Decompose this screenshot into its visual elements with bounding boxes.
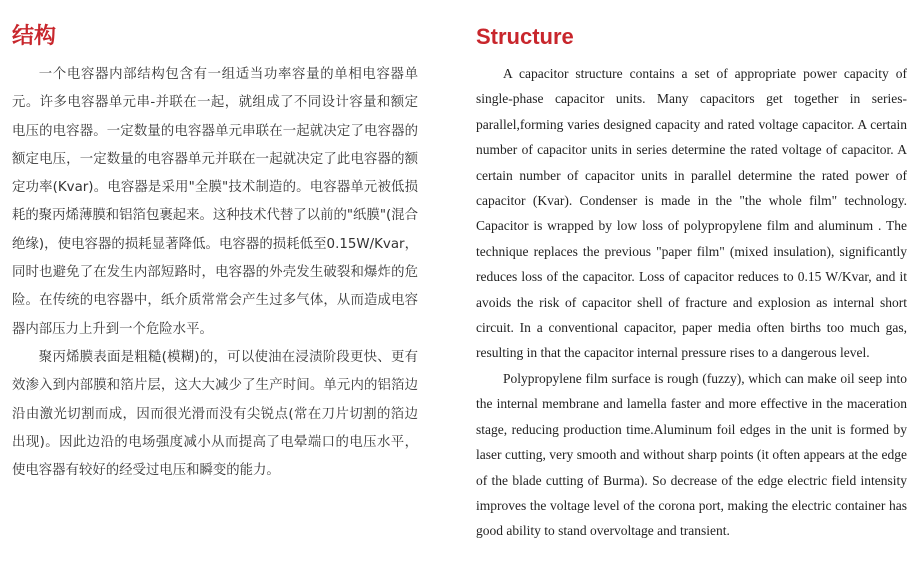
chinese-paragraph-2: 聚丙烯膜表面是粗糙(模糊)的，可以使油在浸渍阶段更快、更有效渗入到内部膜和箔片层，这大大减少了生产时间。单元内的铝箔边沿由激光切割而成，因而很光滑而没有尖锐点(常在刀片切割的箔边出现)。因此边沿的电场强度减小从而提高了电晕端口的电压水平，使电容器有较好的经受过电压和瞬变的能力。 [12,349,418,479]
english-heading: Structure [476,24,574,49]
english-paragraph-1: A capacitor structure contains a set of appropriate power capacity of single-phase capacitor units. Many capacitors get together in series-parallel,forming varies designed capacity and rated voltage capacitor. A certain number of capacitor units in series determine the rated voltage of capacitor. A certain number of capacitor units in parallel determine the rated power of capacitor (Kvar). Condenser is made in the "the whole film" technology. Capacitor is wrapped by low loss of polypropylene film and aluminum . The technique replaces the previous "paper film" (mixed insulation), significantly reduces loss of the capacitor. Loss of capacitor reduces to 0.15 W/Kvar, and it avoids the risk of capacitor shell of fracture and explosion as internal short circuit. In a conventional capacitor, paper media often births too much gas, resulting in that the capacitor internal pressure rises to a dangerous level. [476,66,907,361]
chinese-heading: 结构 [12,24,57,49]
english-paragraph-2: Polypropylene film surface is rough (fuzzy), which can make oil seep into the internal membrane and lamella faster and more effective in the maceration stage, reducing production time.Aluminum foil edges in the unit is formed by laser cutting, very smooth and without sharp points (it often appears at the edge of the blade cutting of Burma). So decrease of the edge electric field intensity improves the voltage level of the corona port, making the electric container has good ability to stand overvoltage and transient. [476,370,907,539]
english-body [476,61,907,544]
chinese-body [12,61,418,485]
chinese-paragraph-1: 一个电容器内部结构包含有一组适当功率容量的单相电容器单元。许多电容器单元串-并联在一起，就组成了不同设计容量和额定电压的电容器。一定数量的电容器单元串联在一起就决定了电容器的额定电压，一定数量的电容器单元并联在一起就决定了此电容器的额定功率(Kvar)。电容器是采用"全膜"技术制造的。电容器单元被低损耗的聚丙烯薄膜和铝箔包裹起来。这种技术代替了以前的"纸膜"(混合绝缘)，使电容器的损耗显著降低。电容器的损耗低至0.15W/Kvar，同时也避免了在发生内部短路时，电容器的外壳发生破裂和爆炸的危险。在传统的电容器中，纸介质常常会产生过多气体，从而造成电容器内部压力上升到一个危险水平。 [12,67,418,337]
